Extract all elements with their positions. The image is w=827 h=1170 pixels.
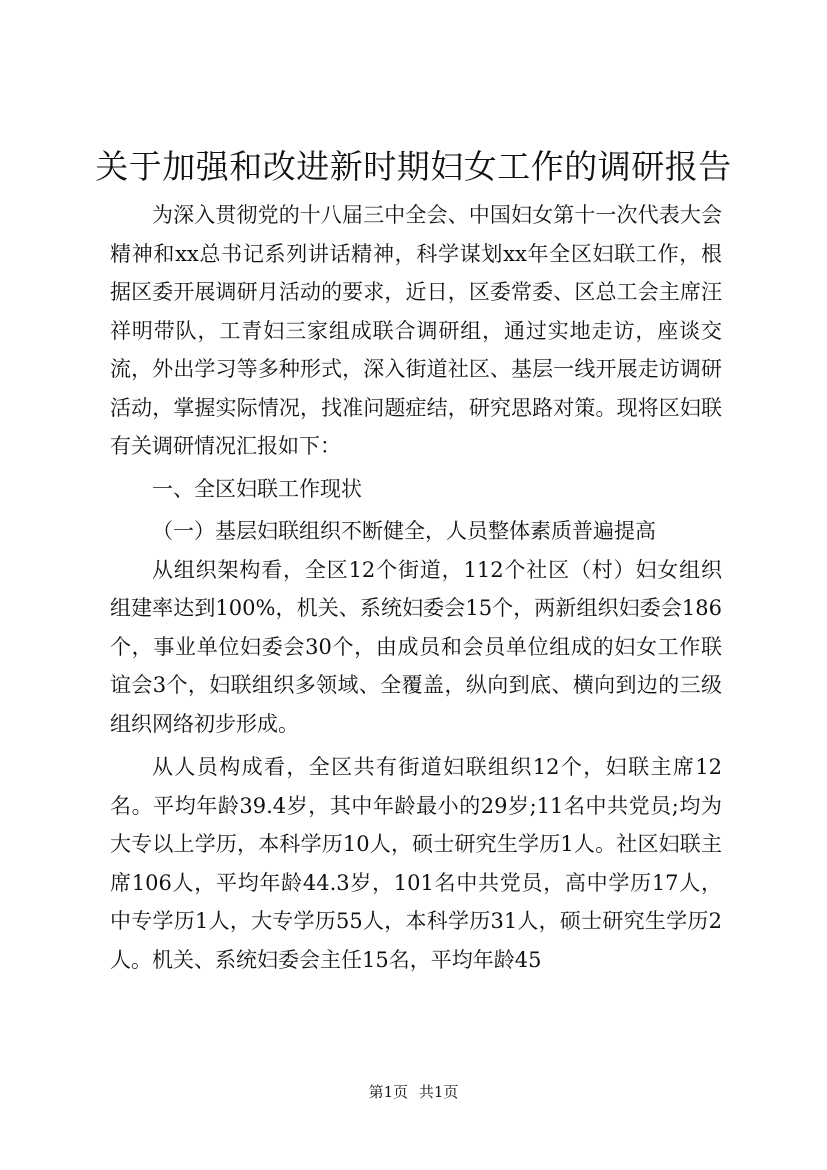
document-title: 关于加强和改进新时期妇女工作的调研报告 bbox=[95, 147, 732, 186]
document-body bbox=[110, 196, 722, 979]
intro-paragraph: 为深入贯彻党的十八届三中全会、中国妇女第十一次代表大会精神和xx总书记系列讲话精神，科学谋划xx年全区妇联工作，根据区委开展调研月活动的要求，近日，区委常委、区总工会主席汪祥明带队，工青妇三家组成联合调研组，通过实地走访，座谈交流，外出学习等多种形式，深入街道社区、基层一线开展走访调研活动，掌握实际情况，找准问题症结，研究思路对策。现将区妇联有关调研情况汇报如下： bbox=[110, 203, 722, 458]
organization-paragraph: 从组织架构看，全区12个街道，112个社区（村）妇女组织组建率达到100%，机关、系统妇委会15个，两新组织妇委会186个，事业单位妇委会30个，由成员和会员单位组成的妇女工作联谊会3个，妇联组织多领域、全覆盖，纵向到底、横向到边的三级组织网络初步形成。 bbox=[110, 557, 722, 736]
page-total: 共1页 bbox=[418, 1083, 459, 1101]
personnel-paragraph: 从人员构成看，全区共有街道妇联组织12个，妇联主席12名。平均年龄39.4岁，其中年龄最小的29岁;11名中共党员;均为大专以上学历，本科学历10人，硕士研究生学历1人。社区妇联主席106人，平均年龄44.3岁，101名中共党员，高中学历17人，中专学历1人，大专学历55人，本科学历31人，硕士研究生学历2人。机关、系统妇委会主任15名，平均年龄45 bbox=[110, 755, 722, 972]
section-heading: 一、全区妇联工作现状 bbox=[152, 476, 362, 501]
page-number: 第1页 bbox=[368, 1083, 409, 1101]
page-footer bbox=[0, 1082, 827, 1102]
subsection-heading: （一）基层妇联组织不断健全，人员整体素质普遍提高 bbox=[152, 519, 656, 543]
